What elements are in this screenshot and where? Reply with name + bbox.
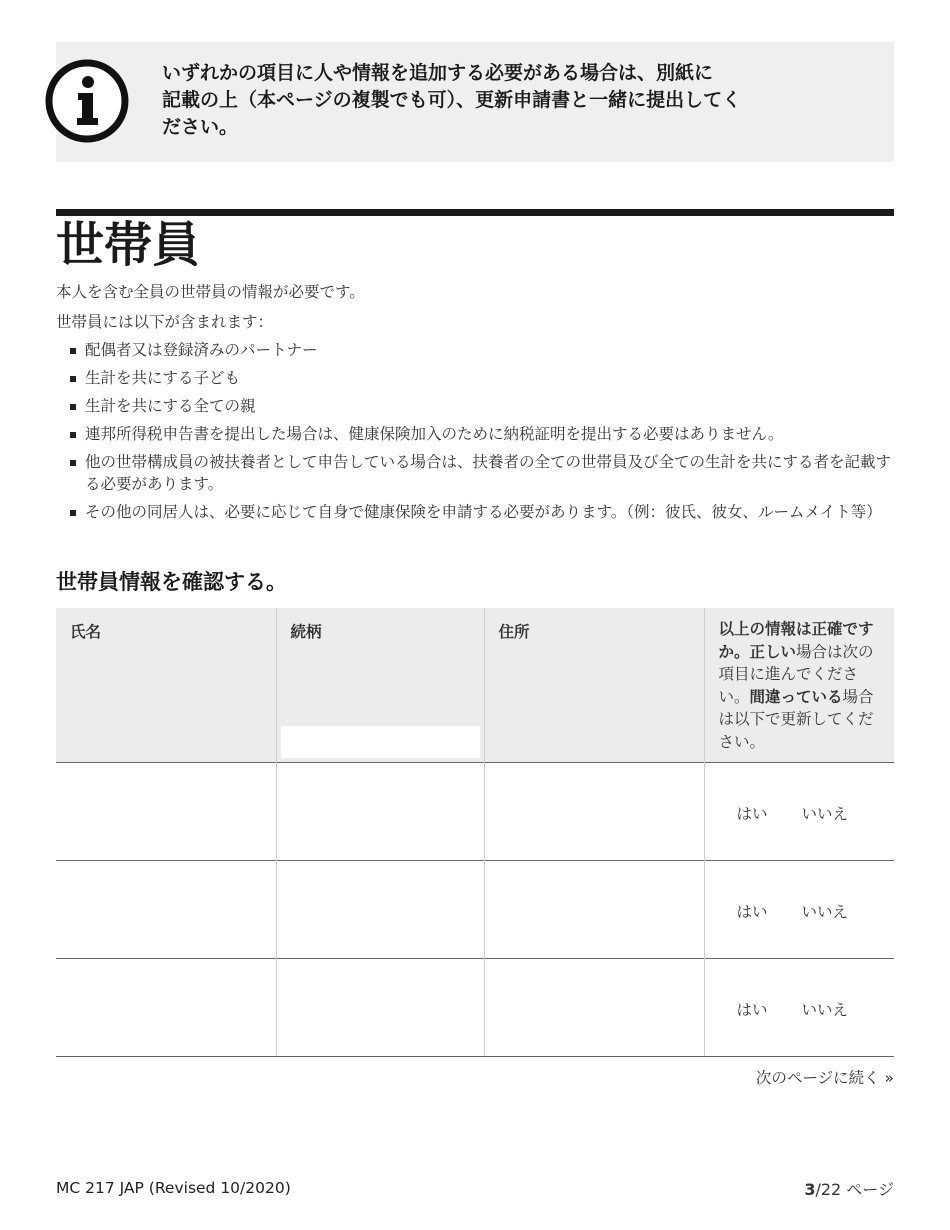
notice-line: いずれかの項目に人や情報を追加する必要がある場合は、別紙に bbox=[162, 62, 714, 84]
notice-text bbox=[162, 60, 852, 141]
correct-word: 正しい bbox=[749, 642, 797, 661]
info-icon bbox=[44, 58, 130, 144]
address-cell[interactable] bbox=[484, 763, 704, 861]
address-cell[interactable] bbox=[484, 959, 704, 1057]
no-option[interactable]: いいえ bbox=[801, 902, 849, 921]
list-item: 配偶者又は登録済みのパートナー bbox=[68, 339, 894, 361]
list-item: 生計を共にする全ての親 bbox=[68, 395, 894, 417]
column-header-name: 氏名 bbox=[56, 608, 276, 763]
includes-label: 世帯員には以下が含まれます： bbox=[56, 313, 274, 331]
no-option[interactable]: いいえ bbox=[801, 1000, 849, 1019]
page-suffix: ページ bbox=[841, 1180, 894, 1199]
relationship-cell[interactable] bbox=[276, 959, 484, 1057]
intro-text: 本人を含む全員の世帯員の情報が必要です。 bbox=[56, 283, 365, 301]
no-option[interactable]: いいえ bbox=[801, 804, 849, 823]
household-table bbox=[56, 608, 894, 1057]
yes-option[interactable]: はい bbox=[736, 902, 768, 921]
notice-line: ださい。 bbox=[162, 116, 239, 138]
wrong-word: 間違っている bbox=[749, 687, 843, 706]
relationship-header-label: 続柄 bbox=[290, 623, 322, 641]
name-cell[interactable] bbox=[56, 959, 276, 1057]
confirm-cell bbox=[704, 959, 894, 1057]
yes-option[interactable]: はい bbox=[736, 1000, 768, 1019]
yes-option[interactable]: はい bbox=[736, 804, 768, 823]
relationship-input[interactable] bbox=[281, 726, 480, 758]
list-item: 他の世帯構成員の被扶養者として申告している場合は、扶養者の全ての世帯員及び全ての生計を共にする者を記載する必要があります。 bbox=[68, 451, 894, 495]
correct-tail: 場合は次の項目に進んでください。 bbox=[718, 642, 874, 706]
relationship-cell[interactable] bbox=[276, 763, 484, 861]
confirm-heading: 世帯員情報を確認する。 bbox=[56, 570, 287, 594]
name-cell[interactable] bbox=[56, 861, 276, 959]
page-title: 世帯員 bbox=[56, 217, 201, 273]
name-cell[interactable] bbox=[56, 763, 276, 861]
list-item: 生計を共にする子ども bbox=[68, 367, 894, 389]
wrong-tail: 場合は以下で更新してください。 bbox=[718, 687, 874, 751]
household-member-list bbox=[68, 339, 894, 529]
accurate-question: 以上の情報は正確ですか。 bbox=[718, 620, 874, 661]
table-row bbox=[56, 959, 894, 1057]
page-number bbox=[804, 1177, 894, 1200]
confirm-cell bbox=[704, 763, 894, 861]
info-notice-box bbox=[56, 42, 894, 162]
page-total: /22 bbox=[815, 1180, 842, 1199]
page-current: 3 bbox=[804, 1180, 816, 1199]
notice-line: 記載の上（本ページの複製でも可）、更新申請書と一緒に提出してく bbox=[162, 89, 742, 111]
column-header-address: 住所 bbox=[484, 608, 704, 763]
address-cell[interactable] bbox=[484, 861, 704, 959]
confirm-cell bbox=[704, 861, 894, 959]
table-row bbox=[56, 763, 894, 861]
table-row bbox=[56, 861, 894, 959]
continue-next-page: 次のページに続く » bbox=[755, 1069, 894, 1087]
column-header-confirm bbox=[704, 608, 894, 763]
column-header-relationship bbox=[276, 608, 484, 763]
form-id: MC 217 JAP (Revised 10/2020) bbox=[56, 1179, 291, 1197]
list-item: 連邦所得税申告書を提出した場合は、健康保険加入のために納税証明を提出する必要はありません。 bbox=[68, 423, 894, 445]
list-item: その他の同居人は、必要に応じて自身で健康保険を申請する必要があります。（例：彼氏、彼女、ルームメイト等） bbox=[68, 501, 894, 523]
relationship-cell[interactable] bbox=[276, 861, 484, 959]
